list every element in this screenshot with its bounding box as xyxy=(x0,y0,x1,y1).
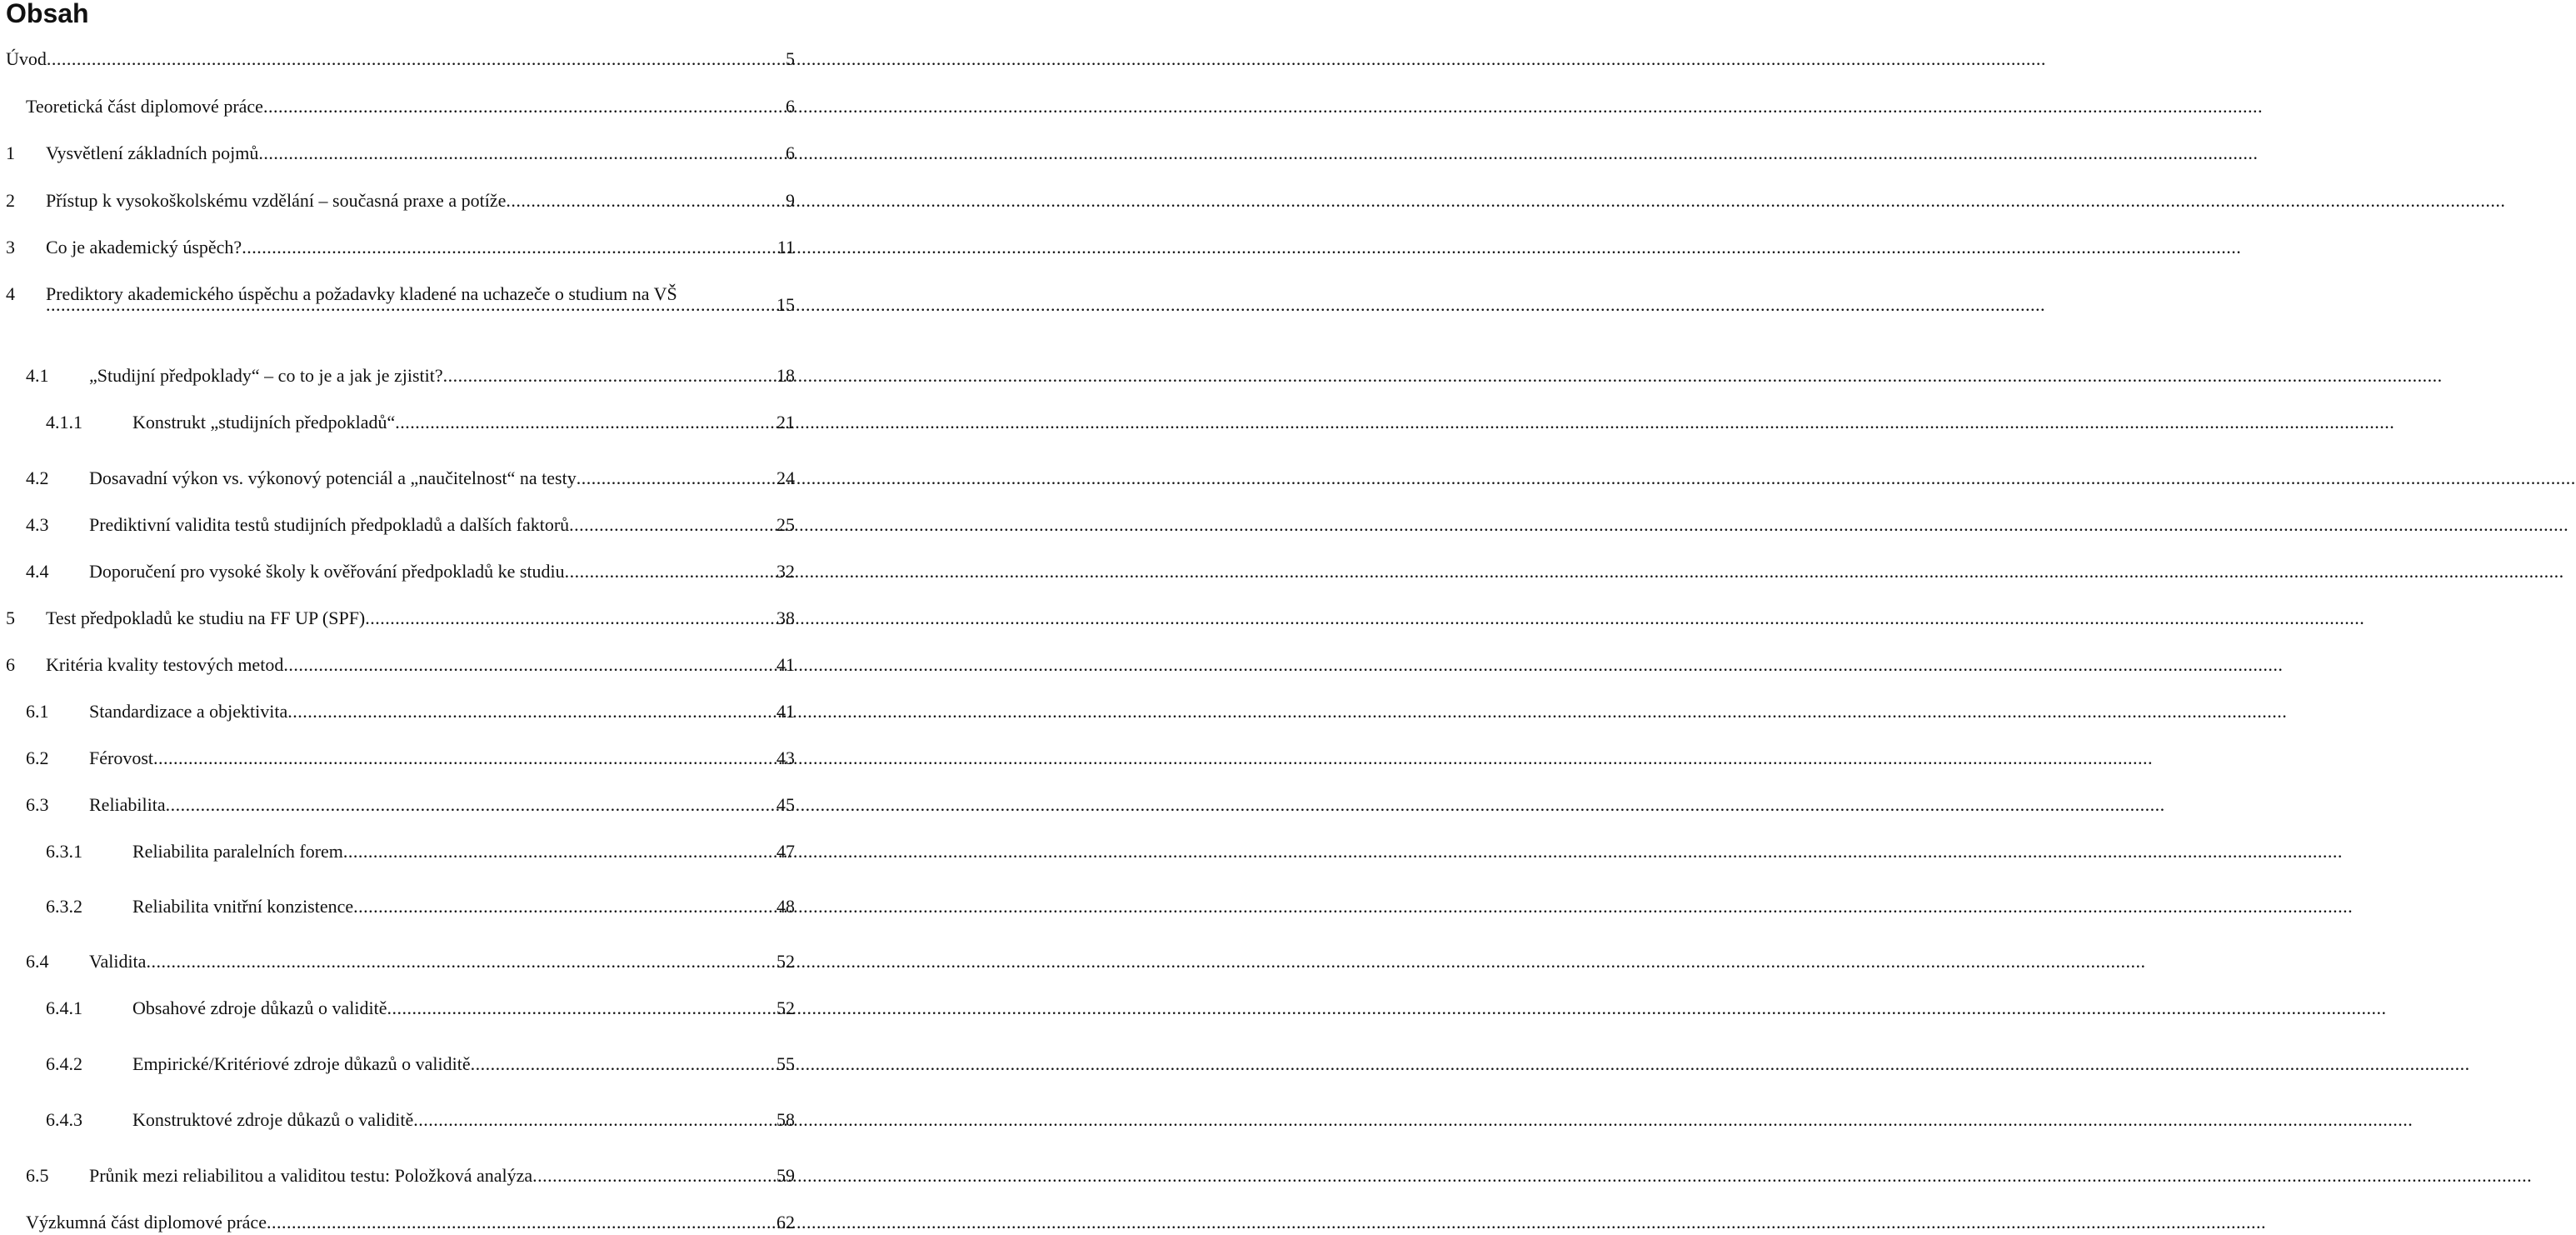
toc-leader-dots xyxy=(569,512,776,538)
toc-entry-6-3-2[interactable] xyxy=(46,894,795,919)
toc-entry-number: 6 xyxy=(6,654,15,675)
toc-page-number: 52 xyxy=(776,998,795,1018)
toc-page-number: 48 xyxy=(776,896,795,917)
toc-leader-dots xyxy=(166,792,776,818)
toc-entry-label: Konstruktové zdroje důkazů o validitě xyxy=(132,1109,414,1130)
toc-entry-6-2[interactable] xyxy=(26,746,795,771)
toc-entry-label: Kritéria kvality testových metod xyxy=(46,654,284,675)
toc-entry-label: Prediktory akademického úspěchu a požadavky kladené na uchazeče o studium na VŠ xyxy=(46,283,677,304)
toc-page-number: 43 xyxy=(776,748,795,768)
toc-entry-number: 4.1.1 xyxy=(46,412,82,432)
toc-entry-label: Test předpokladů ke studiu na FF UP (SPF) xyxy=(46,608,366,628)
toc-leader-dots xyxy=(395,410,776,435)
toc-leader-dots xyxy=(387,996,776,1021)
toc-page-number: 24 xyxy=(776,468,795,488)
toc-entry-label: Průnik mezi reliabilitou a validitou testu: Položková analýza xyxy=(89,1165,533,1186)
toc-leader-dots xyxy=(343,839,776,864)
toc-page-number: 21 xyxy=(776,412,795,432)
toc-entry-6-3[interactable] xyxy=(26,792,795,818)
toc-page-number: 32 xyxy=(776,561,795,582)
toc-entry-label: Standardizace a objektivita xyxy=(89,701,288,722)
toc-page-number: 52 xyxy=(776,951,795,972)
toc-entry-number: 6.2 xyxy=(26,748,49,768)
page-title: Obsah xyxy=(6,0,89,28)
toc-entry-label: Přístup k vysokoškolskému vzdělání – současná praxe a potíže xyxy=(46,190,507,211)
toc-page-number: 58 xyxy=(776,1109,795,1130)
toc-entry-4-continuation[interactable] xyxy=(46,292,795,318)
toc-entry-number: 6.3.2 xyxy=(46,896,82,917)
toc-leader-dots xyxy=(47,47,786,72)
toc-page-number: 59 xyxy=(776,1165,795,1186)
toc-entry-label: Reliabilita paralelních forem xyxy=(132,841,343,862)
toc-leader-dots xyxy=(506,188,786,213)
toc-entry-teoreticka-cast[interactable] xyxy=(26,94,795,119)
toc-leader-dots xyxy=(267,1210,776,1235)
toc-leader-dots xyxy=(287,699,776,724)
toc-entry-label: Obsahové zdroje důkazů o validitě xyxy=(132,998,387,1018)
toc-leader-dots xyxy=(283,652,776,678)
toc-page-number: 55 xyxy=(776,1053,795,1074)
toc-page-number: 15 xyxy=(776,294,795,315)
toc-entry-number: 6.3.1 xyxy=(46,841,82,862)
toc-entry-number: 6.4.1 xyxy=(46,998,82,1018)
toc-leader-dots xyxy=(242,235,777,260)
toc-entry-number: 4.3 xyxy=(26,514,49,535)
toc-entry-label: Dosavadní výkon vs. výkonový potenciál a „naučitelnost“ na testy xyxy=(89,468,577,488)
toc-entry-4-4[interactable] xyxy=(26,559,795,584)
toc-entry-4-1[interactable] xyxy=(26,363,795,388)
toc-entry-label: Doporučení pro vysoké školy k ověřování předpokladů ke studiu xyxy=(89,561,565,582)
toc-page-number: 38 xyxy=(776,608,795,628)
toc-leader-dots xyxy=(258,141,786,166)
toc-entry-number: 2 xyxy=(6,190,15,211)
toc-entry-number: 3 xyxy=(6,237,15,258)
toc-entry-4-1-1[interactable] xyxy=(46,410,795,435)
toc-page-number: 6 xyxy=(786,96,795,117)
toc-entry-label: Validita xyxy=(89,951,147,972)
toc-leader-dots xyxy=(443,363,776,388)
toc-entry-number: 6.4 xyxy=(26,951,49,972)
toc-entry-label: Výzkumná část diplomové práce xyxy=(26,1212,267,1232)
toc-leader-dots xyxy=(532,1163,776,1188)
toc-entry-5[interactable] xyxy=(6,606,795,631)
toc-entry-number: 6.1 xyxy=(26,701,49,722)
toc-entry-label: Prediktivní validita testů studijních předpokladů a dalších faktorů xyxy=(89,514,570,535)
toc-entry-number: 6.4.2 xyxy=(46,1053,82,1074)
toc-entry-1[interactable] xyxy=(6,141,795,166)
toc-leader-dots xyxy=(471,1052,776,1077)
toc-page-number: 6 xyxy=(786,142,795,163)
toc-entry-label: Úvod xyxy=(6,48,47,69)
toc-entry-label: Teoretická část diplomové práce xyxy=(26,96,263,117)
toc-entry-number: 4.1 xyxy=(26,365,49,386)
toc-entry-6[interactable] xyxy=(6,652,795,678)
toc-leader-dots xyxy=(353,894,776,919)
toc-entry-6-4-2[interactable] xyxy=(46,1052,795,1077)
toc-page-number: 41 xyxy=(776,654,795,675)
toc-entry-uvod[interactable] xyxy=(6,47,795,72)
toc-page-number: 41 xyxy=(776,701,795,722)
toc-entry-label: Co je akademický úspěch? xyxy=(46,237,242,258)
toc-leader-dots xyxy=(365,606,776,631)
toc-entry-6-5[interactable] xyxy=(26,1163,795,1188)
toc-entry-6-4[interactable] xyxy=(26,949,795,974)
toc-entry-4-3[interactable] xyxy=(26,512,795,538)
toc-entry-label: Reliabilita xyxy=(89,794,166,815)
toc-entry-number: 1 xyxy=(6,142,15,163)
toc-entry-number: 5 xyxy=(6,608,15,628)
toc-page-number: 9 xyxy=(786,190,795,211)
toc-page-number: 47 xyxy=(776,841,795,862)
toc-leader-dots xyxy=(577,466,776,491)
toc-entry-6-1[interactable] xyxy=(26,699,795,724)
toc-entry-number: 6.3 xyxy=(26,794,49,815)
toc-page-number: 45 xyxy=(776,794,795,815)
toc-entry-vyzkumna-cast[interactable] xyxy=(26,1210,795,1235)
toc-entry-label: Reliabilita vnitřní konzistence xyxy=(132,896,354,917)
toc-entry-number: 4 xyxy=(6,283,15,304)
toc-entry-label: Férovost xyxy=(89,748,153,768)
toc-entry-label: Konstrukt „studijních předpokladů“ xyxy=(132,412,396,432)
toc-leader-dots xyxy=(146,949,776,974)
toc-page-number: 5 xyxy=(786,48,795,69)
toc-entry-2[interactable] xyxy=(6,188,795,213)
toc-entry-label: Empirické/Kritériové zdroje důkazů o validitě xyxy=(132,1053,471,1074)
toc-entry-number: 6.5 xyxy=(26,1165,49,1186)
toc-leader-dots xyxy=(565,559,776,584)
toc-entry-3[interactable] xyxy=(6,235,795,260)
toc-page-number: 18 xyxy=(776,365,795,386)
toc-entry-number: 4.4 xyxy=(26,561,49,582)
toc-page-number: 62 xyxy=(776,1212,795,1232)
toc-entry-6-3-1[interactable] xyxy=(46,839,795,864)
toc-entry-label: „Studijní předpoklady“ – co to je a jak je zjistit? xyxy=(89,365,443,386)
toc-page-number: 25 xyxy=(776,514,795,535)
toc-entry-label: Vysvětlení základních pojmů xyxy=(46,142,259,163)
toc-entry-number: 6.4.3 xyxy=(46,1109,82,1130)
toc-leader-dots xyxy=(153,746,776,771)
toc-entry-6-4-3[interactable] xyxy=(46,1108,795,1132)
toc-leader-dots xyxy=(263,94,786,119)
toc-entry-6-4-1[interactable] xyxy=(46,996,795,1021)
toc-leader-dots xyxy=(46,292,776,318)
toc-entry-4-2[interactable] xyxy=(26,466,795,491)
toc-leader-dots xyxy=(413,1108,776,1132)
toc-entry-number: 4.2 xyxy=(26,468,49,488)
toc-page-number: 11 xyxy=(776,237,795,258)
